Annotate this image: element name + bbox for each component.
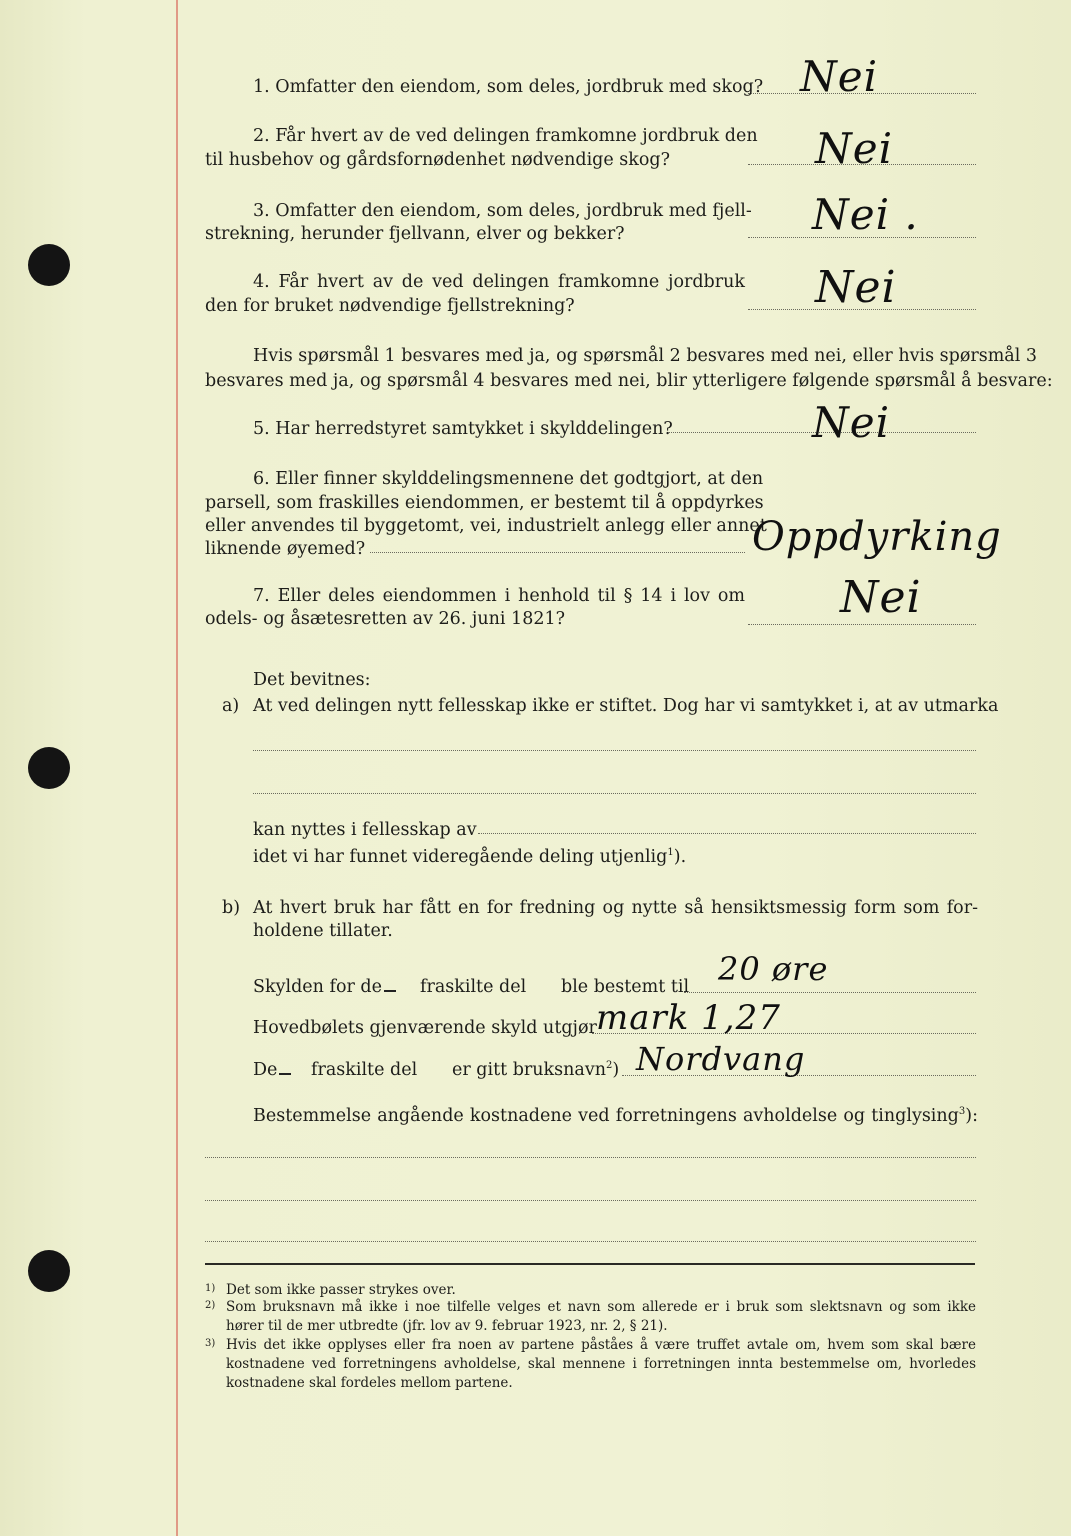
answer-line-6 — [370, 552, 745, 553]
punch-hole — [28, 747, 70, 789]
bruksnavn-label-3: er gitt bruksnavn$^2$) — [452, 1060, 620, 1080]
question-6-line-3: eller anvendes til byggetomt, vei, industrielt anlegg eller annet — [205, 516, 767, 536]
question-3-line-2: strekning, herunder fjellvann, elver og bekker? — [205, 224, 625, 244]
attest-a-fellesskap: kan nyttes i fellesskap av — [253, 820, 477, 840]
question-2-line-1: 2. Får hvert av de ved delingen framkomne jordbruk den — [253, 126, 758, 146]
skyld-label-2: fraskilte del — [420, 977, 527, 997]
question-6-line-2: parsell, som fraskilles eiendommen, er bestemt til å oppdyrkes — [205, 493, 764, 513]
bruksnavn-label-1: De — [253, 1058, 291, 1082]
condition-line-1: Hvis spørsmål 1 besvares med ja, og spørsmål 2 besvares med nei, eller hvis spørsmål 3 — [253, 346, 1038, 366]
answer-line-7 — [748, 624, 976, 625]
footnote-2-line-1: Som bruksnavn må ikke i noe tilfelle velges et navn som allerede er i bruk som slektsnavn og som ikke — [226, 1299, 976, 1315]
answer-2-handwritten: Nei — [815, 124, 894, 173]
blank-line — [205, 1241, 976, 1242]
attest-a-text: At ved delingen nytt fellesskap ikke er stiftet. Dog har vi samtykket i, at av utmarka — [253, 696, 999, 716]
question-2-line-2: til husbehov og gårdsfornødenhet nødvendige skog? — [205, 150, 670, 170]
footnote-3-line-3: kostnadene skal fordeles mellom partene. — [226, 1375, 513, 1391]
question-4-line-2: den for bruket nødvendige fjellstrekning? — [205, 296, 575, 316]
question-3-line-1: 3. Omfatter den eiendom, som deles, jordbruk med fjell- — [253, 201, 752, 221]
footnote-rule — [205, 1263, 975, 1265]
blank-line — [205, 1200, 976, 1201]
footnote-3-line-2: kostnadene ved forretningens avholdelse, skal mennene i forretningen innta bestemmelse om, hvorledes — [226, 1356, 976, 1372]
skyld-label-1: Skylden for de — [253, 975, 396, 999]
question-7-line-2: odels- og åsætesretten av 26. juni 1821? — [205, 609, 565, 629]
condition-line-2: besvares med ja, og spørsmål 4 besvares med nei, blir ytterligere følgende spørsmål å besvare: — [205, 371, 1053, 391]
answer-1-handwritten: Nei — [800, 52, 879, 101]
question-7-line-1: 7. Eller deles eiendommen i henhold til § 14 i lov om — [253, 586, 745, 606]
kostnader-label: Bestemmelse angående kostnadene ved forretningens avholdelse og tinglysing$^3$): — [253, 1106, 978, 1126]
footnote-1-number: 1) — [205, 1283, 216, 1294]
attest-b-line-1: At hvert bruk har fått en for fredning og nytte så hensiktsmessig form som for- — [253, 898, 978, 918]
footnote-3-line-1: Hvis det ikke opplyses eller fra noen av partene påståes å være truffet avtale om, hvem som skal bære — [226, 1337, 976, 1353]
bruksnavn-value-handwritten: Nordvang — [636, 1040, 806, 1078]
answer-6-handwritten: Oppdyrking — [752, 514, 1002, 560]
bruksnavn-label-2: fraskilte del — [311, 1060, 418, 1080]
margin-line — [176, 0, 178, 1536]
hovedbol-label: Hovedbølets gjenværende skyld utgjør — [253, 1018, 597, 1038]
blank-line — [205, 1157, 976, 1158]
skyld-value-handwritten: 20 øre — [718, 950, 829, 988]
question-6-line-1: 6. Eller finner skylddelingsmennene det godtgjort, at den — [253, 469, 764, 489]
answer-5-handwritten: Nei — [812, 398, 891, 447]
attest-b-line-2: holdene tillater. — [253, 921, 393, 941]
punch-hole — [28, 1250, 70, 1292]
attest-a-deling: idet vi har funnet videregående deling utjenlig$^1$). — [253, 847, 687, 867]
hovedbol-value-handwritten: mark 1,27 — [596, 998, 781, 1038]
blank-line — [253, 750, 976, 751]
punch-hole — [28, 244, 70, 286]
footnote-1-line-1: Det som ikke passer strykes over. — [226, 1282, 456, 1298]
question-5: 5. Har herredstyret samtykket i skylddelingen? — [253, 419, 673, 439]
attest-heading: Det bevitnes: — [253, 670, 371, 690]
question-4-line-1: 4. Får hvert av de ved delingen framkomne jordbruk — [253, 272, 745, 292]
footnote-2-line-2: hører til de mer utbredte (jfr. lov av 9. februar 1923, nr. 2, § 21). — [226, 1318, 668, 1334]
footnote-2-number: 2) — [205, 1300, 216, 1311]
attest-a-label: a) — [222, 696, 240, 716]
skyld-line — [684, 992, 976, 993]
question-6-line-4: liknende øyemed? — [205, 539, 366, 559]
skyld-label-3: ble bestemt til — [561, 977, 690, 997]
answer-7-handwritten: Nei — [840, 572, 922, 623]
answer-4-handwritten: Nei — [815, 262, 897, 313]
attest-b-label: b) — [222, 898, 241, 918]
question-1: 1. Omfatter den eiendom, som deles, jordbruk med skog? — [253, 77, 764, 97]
fellesskap-line — [478, 833, 976, 834]
blank-line — [253, 793, 976, 794]
answer-3-handwritten: Nei . — [812, 190, 919, 239]
footnote-3-number: 3) — [205, 1338, 216, 1349]
